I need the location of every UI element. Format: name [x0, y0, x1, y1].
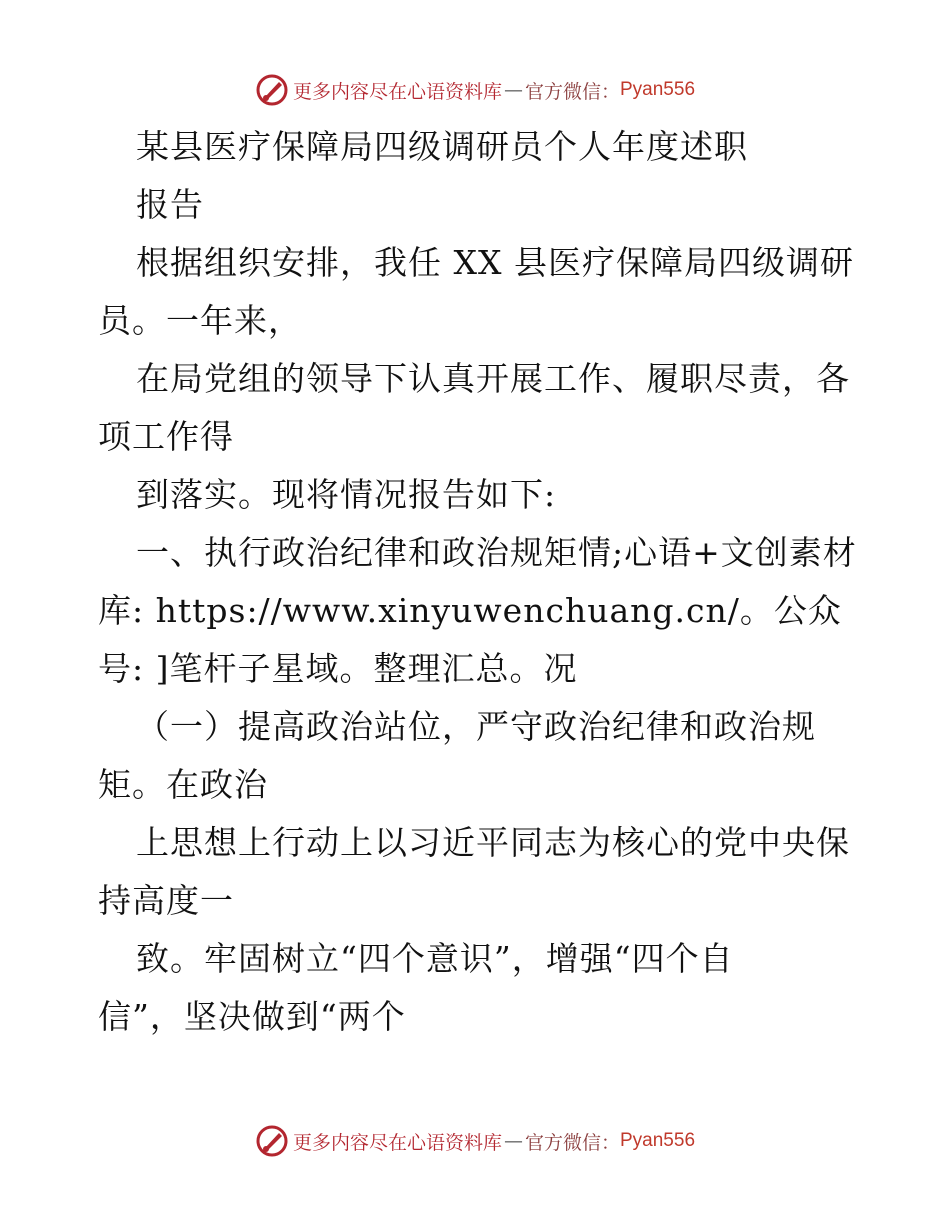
banner-wechat-id: Pyan556	[620, 1130, 696, 1151]
doc-line: 库: https://www.xinyuwenchuang.cn/。公众	[98, 591, 842, 630]
banner-wechat-label: 官方微信：	[524, 80, 620, 103]
doc-line: 一、执行政治纪律和政治规矩情;心语+文创素材	[136, 533, 857, 572]
doc-line: （一）提高政治站位，严守政治纪律和政治规	[136, 707, 816, 746]
doc-title-line-1: 某县医疗保障局四级调研员个人年度述职	[136, 127, 748, 166]
doc-line: 在局党组的领导下认真开展工作、履职尽责，各	[136, 359, 850, 398]
doc-line: 信”，坚决做到“两个	[98, 997, 406, 1036]
banner-wechat-id: Pyan556	[620, 79, 696, 100]
doc-line: 持高度一	[98, 881, 234, 920]
banner-wechat-label: 官方微信：	[524, 1131, 620, 1154]
banner-dash: —	[503, 79, 523, 101]
doc-title-line-2: 报告	[136, 185, 204, 224]
banner-text: 更多内容尽在心语资料库	[292, 80, 502, 103]
banner-dash: —	[503, 1130, 523, 1152]
doc-line: 上思想上行动上以习近平同志为核心的党中央保	[136, 823, 850, 862]
doc-line: 根据组织安排，我任 XX 县医疗保障局四级调研	[136, 243, 854, 282]
brush-logo-icon	[255, 1124, 289, 1158]
doc-line: 员。一年来，	[98, 301, 302, 340]
doc-line: 矩。在政治	[98, 765, 268, 804]
doc-line: 号: ]笔杆子星域。整理汇总。况	[98, 649, 578, 688]
doc-line: 致。牢固树立“四个意识”，增强“四个自	[136, 939, 734, 978]
footer-watermark	[0, 1121, 950, 1161]
banner-text: 更多内容尽在心语资料库	[292, 1131, 502, 1154]
doc-line: 到落实。现将情况报告如下:	[136, 475, 557, 514]
doc-line: 项工作得	[98, 417, 234, 456]
